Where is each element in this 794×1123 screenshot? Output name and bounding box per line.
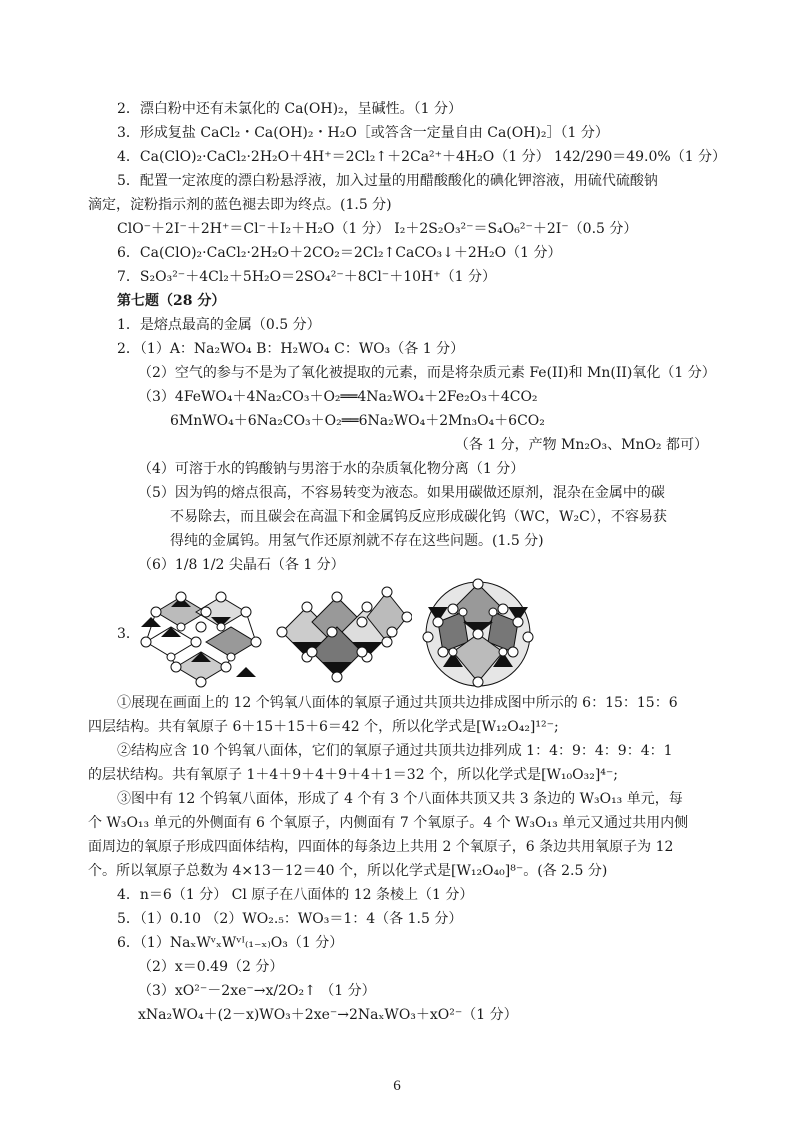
- text-line: 2．（1）A：Na₂WO₄ B：H₂WO₄ C：WO₃（各 1 分）: [117, 341, 465, 357]
- equation-line: xNa₂WO₄＋(2－x)WO₃＋2xe⁻→2NaₓWO₃＋xO²⁻（1 分）: [138, 1007, 518, 1023]
- text-line: 的层状结构。共有氧原子 1＋4＋9＋4＋9＋4＋1＝32 个，所以化学式是[W₁₀O₃₂]⁴⁻;: [88, 767, 619, 783]
- text-line: 6．Ca(ClO)₂·CaCl₂·2H₂O＋2CO₂＝2Cl₂↑CaCO₃↓＋2H₂O（1 分）: [117, 245, 562, 261]
- text-line: 得纯的金属钨。用氢气作还原剂就不存在这些问题。(1.5 分): [170, 533, 544, 549]
- page-number: 6: [393, 1078, 401, 1094]
- text-line: 个 W₃O₁₃ 单元的外侧面有 6 个氧原子，内侧面有 7 个氧原子。4 个 W₃O₁₃ 单元又通过共用内侧: [88, 815, 689, 831]
- text-line: 2．漂白粉中还有未氯化的 Ca(OH)₂，呈碱性。（1 分）: [117, 101, 462, 117]
- text-line: 面周边的氧原子形成四面体结构，四面体的每条边上共用 2 个氧原子，6 条边共用氧原子为 12: [88, 839, 674, 855]
- text-line: ClO⁻＋2I⁻＋2H⁺＝Cl⁻＋I₂＋H₂O（1 分） I₂＋2S₂O₃²⁻＝S₄O₆²⁻＋2I⁻（0.5 分）: [117, 221, 638, 237]
- text-line: ①展现在画面上的 12 个钨氧八面体的氧原子通过共顶共边排成图中所示的 6：15：15：6: [117, 695, 678, 711]
- text-line: （6）1/8 1/2 尖晶石（各 1 分）: [138, 557, 345, 573]
- text-line: 滴定，淀粉指示剂的蓝色褪去即为终点。(1.5 分): [88, 197, 392, 213]
- text-line: 4．n＝6（1 分） Cl 原子在八面体的 12 条棱上（1 分）: [117, 887, 474, 903]
- structure-figure-2: [272, 572, 412, 692]
- text-line: 1．是熔点最高的金属（0.5 分）: [117, 317, 321, 333]
- equation-line: （3）4FeWO₄＋4Na₂CO₃＋O₂══4Na₂WO₄＋2Fe₂O₃＋4CO₂: [138, 389, 538, 405]
- text-line: （5）因为钨的熔点很高，不容易转变为液态。如果用碳做还原剂，混杂在金属中的碳: [138, 485, 665, 501]
- structure-figure-1: [136, 572, 266, 692]
- structure-figure-3: [418, 572, 538, 692]
- text-line: 4．Ca(ClO)₂·CaCl₂·2H₂O＋4H⁺＝2Cl₂↑＋2Ca²⁺＋4H₂O（1 分） 142/290＝49.0%（1 分）: [117, 149, 727, 165]
- text-line: 6．（1）NaₓWᵛₓWᵛᴵ₍₁₋ₓ₎O₃（1 分）: [117, 935, 344, 951]
- text-line: ②结构应含 10 个钨氧八面体，它们的氧原子通过共顶共边排列成 1：4：9：4：9：4：1: [117, 743, 673, 759]
- text-line: 3．形成复盐 CaCl₂・Ca(OH)₂・H₂O［或答含一定量自由 Ca(OH)₂］（1 分）: [117, 125, 609, 141]
- equation-line: （3）xO²⁻－2xe⁻→x/2O₂↑ （1 分）: [138, 983, 376, 999]
- item-number: 3．: [117, 626, 140, 642]
- text-line: 5．配置一定浓度的漂白粉悬浮液，加入过量的用醋酸酸化的碘化钾溶液，用硫代硫酸钠: [117, 173, 658, 189]
- text-line: 5．（1）0.10 （2）WO₂.₅：WO₃＝1：4（各 1.5 分）: [117, 911, 463, 927]
- score-note: （各 1 分，产物 Mn₂O₃、MnO₂ 都可）: [454, 437, 708, 453]
- equation-line: 6MnWO₄＋6Na₂CO₃＋O₂══6Na₂WO₄＋2Mn₃O₄＋6CO₂: [170, 413, 545, 429]
- text-line: ③图中有 12 个钨氧八面体，形成了 4 个有 3 个八面体共顶又共 3 条边的 W₃O₁₃ 单元，每: [117, 791, 683, 807]
- text-line: 四层结构。共有氧原子 6＋15＋15＋6＝42 个，所以化学式是[W₁₂O₄₂]¹²⁻;: [88, 719, 559, 735]
- text-line: （4）可溶于水的钨酸钠与男溶于水的杂质氧化物分离（1 分）: [138, 461, 525, 477]
- text-line: 个。所以氧原子总数为 4×13－12＝40 个，所以化学式是[W₁₂O₄₀]⁸⁻。(各 2.5 分): [88, 863, 608, 879]
- text-line: （2）x＝0.49（2 分）: [138, 959, 284, 975]
- text-line: 不易除去，而且碳会在高温下和金属钨反应形成碳化钨（WC，W₂C），不容易获: [170, 509, 667, 525]
- text-line: 7．S₂O₃²⁻＋4Cl₂＋5H₂O＝2SO₄²⁻＋8Cl⁻＋10H⁺（1 分）: [117, 269, 496, 285]
- section-heading: 第七题（28 分）: [117, 293, 226, 309]
- text-line: （2）空气的参与不是为了氧化被提取的元素，而是将杂质元素 Fe(II)和 Mn(II)氧化（1 分）: [138, 365, 716, 381]
